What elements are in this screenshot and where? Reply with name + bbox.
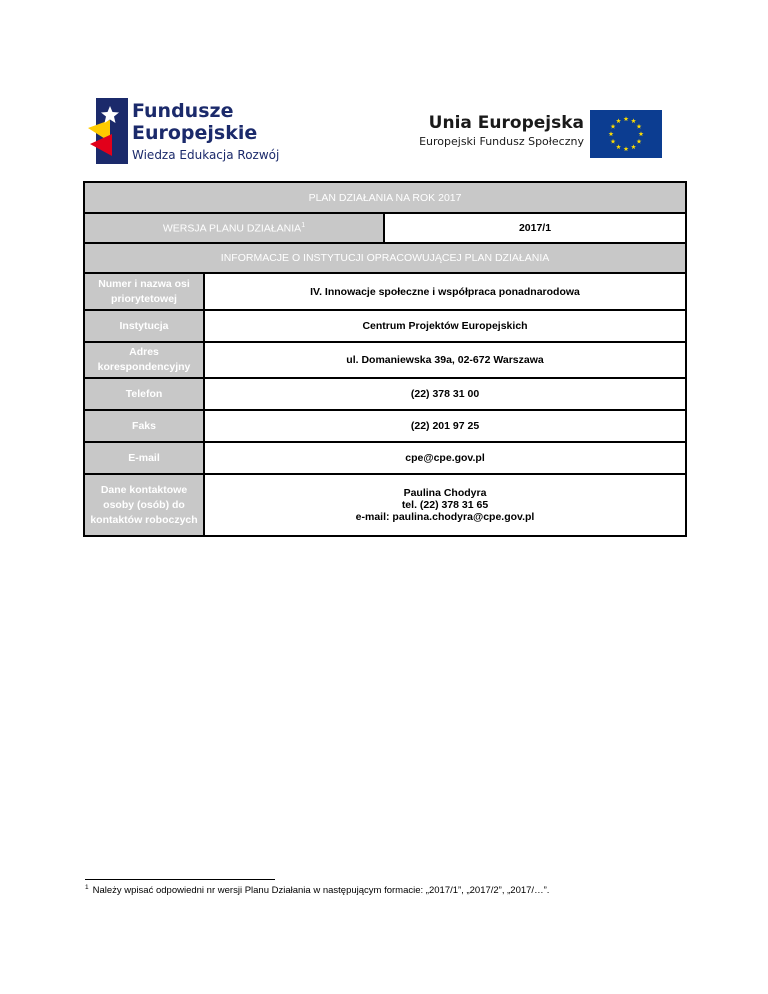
row-label: Telefon xyxy=(84,378,204,410)
table-row xyxy=(84,410,686,442)
fe-line3: Wiedza Edukacja Rozwój xyxy=(132,148,280,162)
version-label-footnote-ref: 1 xyxy=(301,221,306,229)
table-row xyxy=(84,342,686,378)
row-label: E-mail xyxy=(84,442,204,474)
row-value: ul. Domaniewska 39a, 02-672 Warszawa xyxy=(204,342,686,378)
eu-line1: Unia Europejska xyxy=(428,113,584,133)
row-label: Faks xyxy=(84,410,204,442)
eu-text-block xyxy=(418,112,584,150)
eu-flag-icon xyxy=(590,110,662,158)
version-label-cell xyxy=(84,213,384,243)
footnote-marker: 1 xyxy=(85,884,89,891)
contact-phone: tel. (22) 378 31 65 xyxy=(401,499,489,511)
table-row xyxy=(84,378,686,410)
contact-person-value xyxy=(204,474,686,536)
fe-text-block xyxy=(132,100,279,164)
row-label: Instytucja xyxy=(84,310,204,342)
row-value: (22) 378 31 00 xyxy=(204,378,686,410)
table-row xyxy=(84,310,686,342)
table-row xyxy=(84,442,686,474)
row-label: Numer i nazwa osi priorytetowej xyxy=(84,273,204,310)
section-title: INFORMACJE O INSTYTUCJI OPRACOWUJĄCEJ PLAN DZIAŁANIA xyxy=(84,243,686,273)
fe-line1: Fundusze xyxy=(132,100,234,122)
version-value: 2017/1 xyxy=(384,213,686,243)
contact-name: Paulina Chodyra xyxy=(403,487,487,499)
footnote-rule xyxy=(85,879,275,880)
footnote xyxy=(85,884,549,896)
row-label: Dane kontaktowe osoby (osób) do kontaktów roboczych xyxy=(84,474,204,536)
row-value: Centrum Projektów Europejskich xyxy=(204,310,686,342)
footnote-text: Należy wpisać odpowiedni nr wersji Planu Działania w następującym formacie: „2017/1”, „2017/2”, „2017/…”. xyxy=(92,885,550,897)
fundusze-europejskie-logo xyxy=(88,98,308,168)
fe-star-mark-icon xyxy=(88,98,128,164)
fe-line2: Europejskie xyxy=(132,122,258,144)
plan-table xyxy=(83,181,687,537)
row-value: IV. Innowacje społeczne i współpraca ponadnarodowa xyxy=(204,273,686,310)
table-row xyxy=(84,273,686,310)
eu-line2: Europejski Fundusz Społeczny xyxy=(419,135,584,148)
plan-title: PLAN DZIAŁANIA NA ROK 2017 xyxy=(84,182,686,213)
table-row xyxy=(84,474,686,536)
row-value: (22) 201 97 25 xyxy=(204,410,686,442)
row-value: cpe@cpe.gov.pl xyxy=(204,442,686,474)
row-label: Adres korespondencyjny xyxy=(84,342,204,378)
contact-email: e-mail: paulina.chodyra@cpe.gov.pl xyxy=(355,511,535,523)
version-label: WERSJA PLANU DZIAŁANIA xyxy=(162,222,302,235)
